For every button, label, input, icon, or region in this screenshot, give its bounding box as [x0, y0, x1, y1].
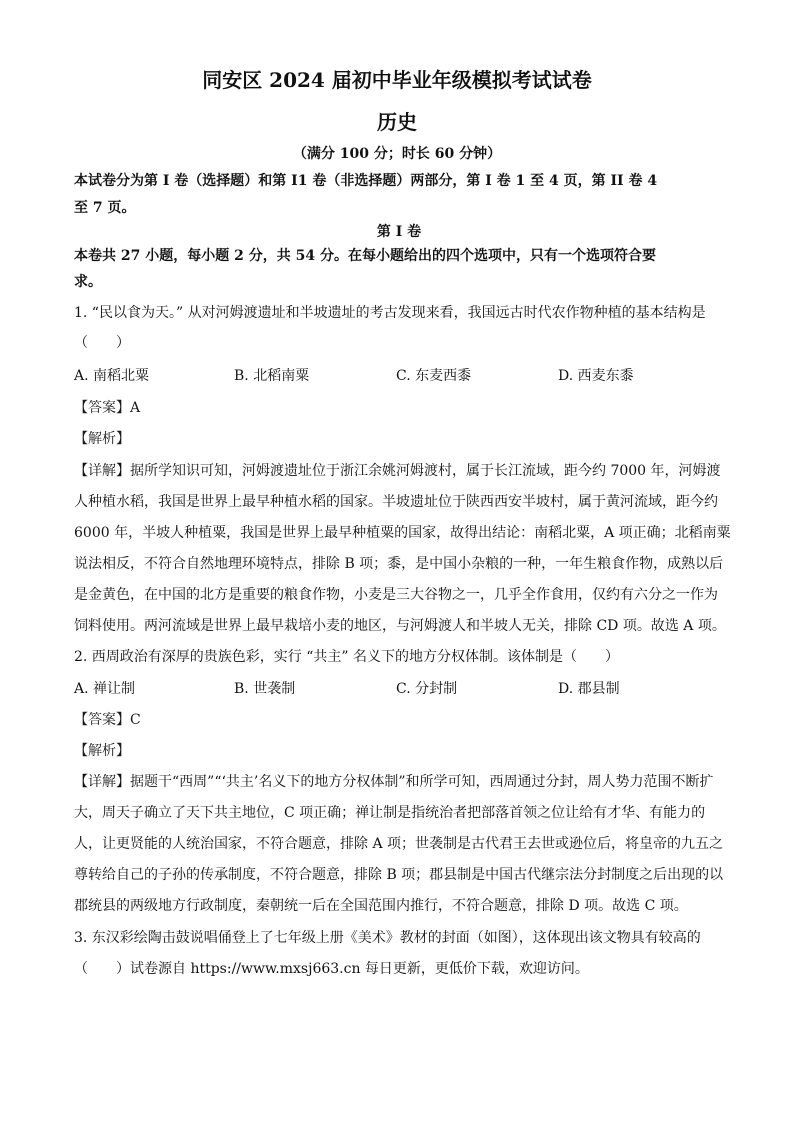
q2-detail-line-5: 郡统县的两级地方行政制度，秦朝统一后在全国范围内推行，不符合题意，排除 D 项。故选 C 项。 [74, 898, 688, 914]
q2-option-d: D. 郡县制 [558, 681, 620, 697]
q2-option-a: A. 禅让制 [74, 681, 136, 697]
intro-line-1: 本试卷分为第 I 卷（选择题）和第 I1 卷（非选择题）两部分，第 I 卷 1 至 4 页，第 II 卷 4 [74, 173, 658, 189]
q2-detail-line-4: 尊转给自己的子孙的传承制度，不符合题意，排除 B 项；郡县制是中国古代继宗法分封制度之后出现的以 [74, 867, 724, 883]
q1-answer: 【答案】A [74, 400, 141, 416]
q1-detail-line-6: 饲料使用。两河流域是世界上最早栽培小麦的地区，与河姆渡人和半坡人无关，排除 CD 项。故选 A 项。 [74, 618, 726, 634]
q1-detail-line-3: 6000 年，半坡人种植粟，我国是世界上最早种植粟的国家，故得出结论：南稻北粟，A 项正确；北稻南粟 [74, 525, 731, 541]
q1-analysis-label: 【解析】 [74, 431, 130, 447]
q1-detail-line-4: 说法相反，不符合自然地理环境特点，排除 B 项；黍，是中国小杂粮的一种，一年生粮食作物，成熟以后 [74, 556, 724, 572]
q1-stem-line-1: 1. “民以食为天。” 从对河姆渡遗址和半坡遗址的考古发现来看，我国远古时代农作物种植的基本结构是 [74, 305, 706, 321]
q1-stem-line-2: （ ） [74, 335, 130, 351]
q3-stem-line-1: 3. 东汉彩绘陶击鼓说唱俑登上了七年级上册《美术》教材的封面（如图），这体现出该文物具有较高的 [74, 930, 701, 946]
q2-detail-line-1: 【详解】据题干“西周”“‘共主’名义下的地方分权体制”和所学可知，西周通过分封，周人势力范围不断扩 [74, 774, 714, 790]
q2-option-c: C. 分封制 [396, 681, 458, 697]
q1-option-b: B. 北稻南粟 [234, 368, 310, 384]
q2-option-b: B. 世袭制 [234, 681, 296, 697]
intro-line-2: 至 7 页。 [74, 200, 136, 216]
q1-option-a: A. 南稻北粟 [74, 368, 150, 384]
q3-stem-line-2: （ ）试卷源自 https://www.mxsj663.cn 每日更新，更低价下载，欢迎访问。 [74, 961, 589, 977]
section-desc-2: 求。 [74, 274, 102, 290]
section-title: 第 I 卷 [376, 224, 422, 240]
q1-detail-line-5: 是金黄色，在中国的北方是重要的粮食作物，小麦是三大谷物之一，几乎全作食用，仅约有六分之一作为 [74, 587, 718, 603]
subject-title: 历史 [377, 110, 417, 134]
q1-option-d: D. 西麦东黍 [558, 368, 634, 384]
score-info: （满分 100 分；时长 60 分钟） [292, 146, 502, 162]
q2-stem: 2. 西周政治有深厚的贵族色彩，实行 “共主” 名义下的地方分权体制。该体制是（ ） [74, 649, 620, 665]
q1-option-c: C. 东麦西黍 [396, 368, 472, 384]
q1-detail-line-1: 【详解】据所学知识可知，河姆渡遗址位于浙江余姚河姆渡村，属于长江流域，距今约 7000 年，河姆渡 [74, 463, 721, 479]
exam-title: 同安区 2024 届初中毕业年级模拟考试试卷 [202, 68, 592, 92]
q2-answer: 【答案】C [74, 712, 141, 728]
q2-detail-line-3: 人，让更贤能的人统治国家，不符合题意，排除 A 项；世袭制是古代君王去世或逊位后，将皇帝的九五之 [74, 836, 724, 852]
q2-detail-line-2: 大，周天子确立了天下共主地位，C 项正确；禅让制是指统治者把部落首领之位让给有才华、有能力的 [74, 805, 706, 821]
section-desc-1: 本卷共 27 小题，每小题 2 分，共 54 分。在每小题给出的四个选项中，只有一个选项符合要 [74, 248, 656, 264]
q1-detail-line-2: 人种植水稻，我国是世界上最早种植水稻的国家。半坡遗址位于陕西西安半坡村，属于黄河流域，距今约 [74, 494, 718, 510]
q2-analysis-label: 【解析】 [74, 743, 130, 759]
